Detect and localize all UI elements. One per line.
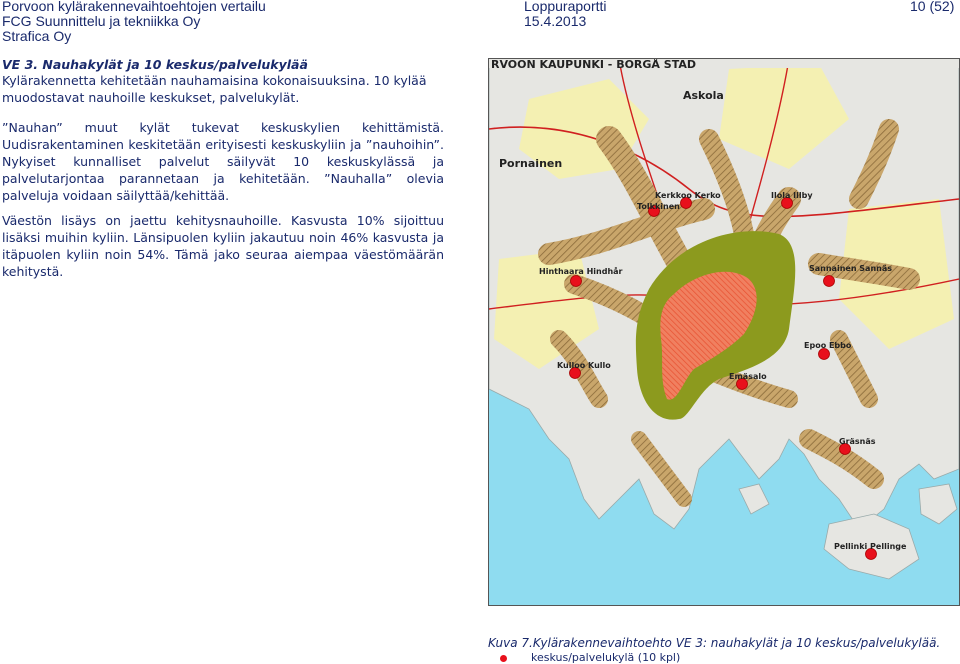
marker-label: Pellinki Pellinge xyxy=(834,542,907,551)
section-paragraph-2: Väestön lisäys on jaettu kehitysnauhoille. Kasvusta 10% sijoittuu lisäksi muihin kyliin. Länsipuolen kyliin jakautuu noin 46% kasvusta ja itäpuolen kyliin noin 54%. Tämä jako seuraa aiempaa väestömäärän kehitystä. xyxy=(2,213,444,279)
figure-caption: Kuva 7.Kylärakennevaihtoehto VE 3: nauhakylät ja 10 keskus/palvelukylää. xyxy=(488,636,941,650)
marker-label: Sannainen Sannäs xyxy=(809,264,893,273)
marker-label: Hinthaara Hindhår xyxy=(539,267,623,276)
section-intro: Kylärakennetta kehitetään nauhamaisina kokonaisuuksina. 10 kylää muodostavat nauhoille keskukset, palvelukylät. xyxy=(2,73,427,105)
header-report-type: Loppuraportti xyxy=(524,0,607,14)
header-date: 15.4.2013 xyxy=(524,13,587,29)
marker-label: Tolkkinen xyxy=(637,202,680,211)
map-graphic xyxy=(489,59,959,605)
map-legend xyxy=(500,651,680,664)
service-village-legend-icon xyxy=(500,655,507,662)
header-page-number: 10 (52) xyxy=(910,0,955,14)
map-label-pornainen: Pornainen xyxy=(499,157,563,170)
section-paragraph-1: ”Nauhan” muut kylät tukevat keskuskylien kehittämistä. Uudisrakentaminen keskitetään erityisesti keskuskyliin ja ”nauhoihin”. Nykyiset kunnalliset palvelut säilyvät 10 keskuskylässä ja palvelutarjontaa parannetaan ja kehitetään. ”Nauhalla” olevia palveluja voidaan säilyttää/kehittää. xyxy=(2,120,444,203)
marker-label: Kulloo Kullo xyxy=(557,361,611,370)
header-client: Strafica Oy xyxy=(2,28,72,44)
header-company: FCG Suunnittelu ja tekniikka Oy xyxy=(2,13,201,29)
section-title: VE 3. Nauhakylät ja 10 keskus/palvelukylää xyxy=(2,57,308,72)
map-label-askola: Askola xyxy=(683,89,724,102)
marker-label: Gräsnäs xyxy=(839,437,876,446)
village-structure-map xyxy=(488,58,960,606)
island xyxy=(919,484,957,524)
legend-label: keskus/palvelukylä (10 kpl) xyxy=(531,651,681,664)
map-header-text: RVOON KAUPUNKI - BORGÅ STAD xyxy=(491,59,696,71)
header-project: Porvoon kylärakennevaihtoehtojen vertailu xyxy=(2,0,266,14)
marker-label: Ilola Illby xyxy=(771,191,813,200)
island xyxy=(739,484,769,514)
marker-label: Kerkkoo Kerko xyxy=(655,191,721,200)
marker-label: Epoo Ebbo xyxy=(804,341,852,350)
marker-label: Emäsalo xyxy=(729,372,767,381)
